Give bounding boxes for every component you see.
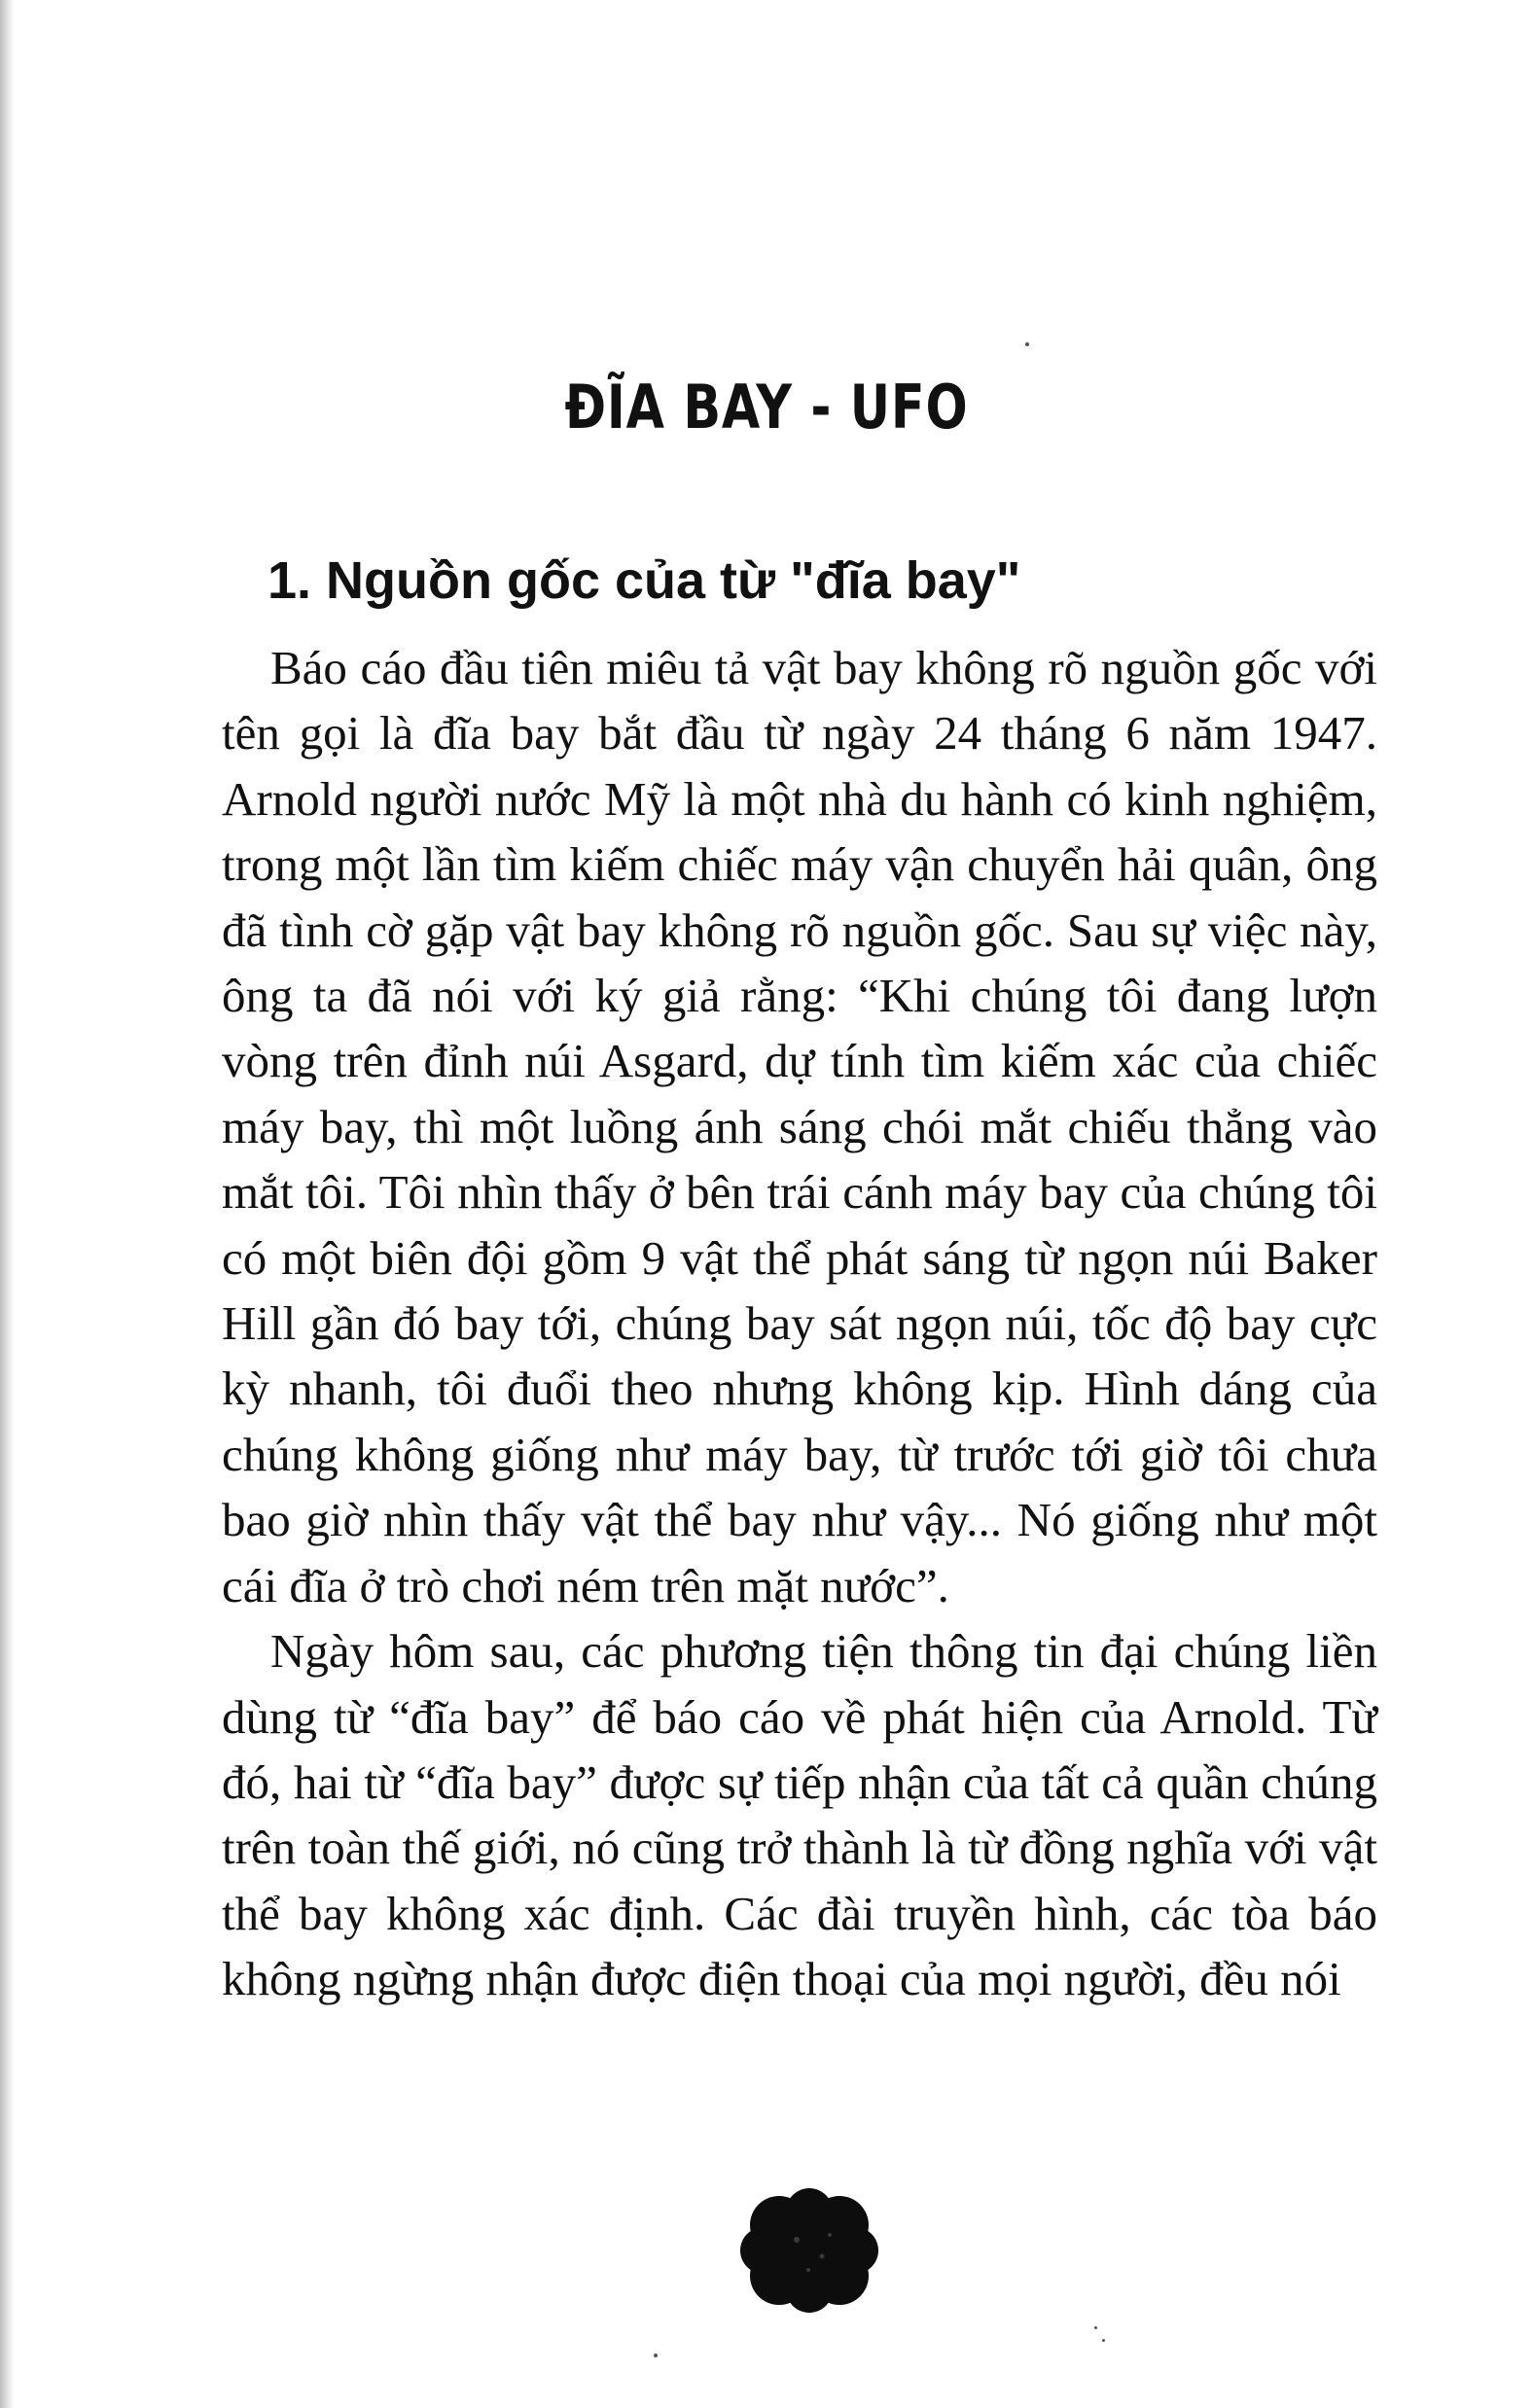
- print-speck: [1025, 342, 1029, 346]
- paragraph: Báo cáo đầu tiên miêu tả vật bay không rõ nguồn gốc với tên gọi là đĩa bay bắt đầu từ ngày 24 tháng 6 năm 1947. Arnold người nước Mỹ là một nhà du hành có kinh nghiệm, trong một lần tìm kiếm chiếc máy vận chuyển hải quân, ông đã tình cờ gặp vật bay không rõ nguồn gốc. Sau sự việc này, ông ta đã nói với ký giả rằng: “Khi chúng tôi đang lượn vòng trên đỉnh núi Asgard, dự tính tìm kiếm xác của chiếc máy bay, thì một luồng ánh sáng chói mắt chiếu thẳng vào mắt tôi. Tôi nhìn thấy ở bên trái cánh máy bay của chúng tôi có một biên đội gồm 9 vật thể phát sáng từ ngọn núi Baker Hill gần đó bay tới, chúng bay sát ngọn núi, tốc độ bay cực kỳ nhanh, tôi đuổi theo nhưng không kịp. Hình dáng của chúng không giống như máy bay, từ trước tới giờ tôi chưa bao giờ nhìn thấy vật thể bay như vậy... Nó giống như một cái đĩa ở trò chơi ném trên mặt nước”.: [222, 641, 1377, 1612]
- flower-ornament-icon: [736, 2186, 882, 2313]
- chapter-title: ĐĨA BAY - UFO: [564, 372, 969, 443]
- print-speck: [1094, 2326, 1097, 2329]
- body-text: [222, 635, 1377, 2012]
- print-speck: [1102, 2339, 1105, 2342]
- paragraph: Ngày hôm sau, các phương tiện thông tin đại chúng liền dùng từ “đĩa bay” để báo cáo về phát hiện của Arnold. Từ đó, hai từ “đĩa bay” được sự tiếp nhận của tất cả quần chúng trên toàn thế giới, nó cũng trở thành là từ đồng nghĩa với vật thể bay không xác định. Các đài truyền hình, các tòa báo không ngừng nhận được điện thoại của mọi người, đều nói: [222, 1624, 1377, 2006]
- print-speck: [654, 2354, 658, 2357]
- page-binding-edge: [0, 0, 14, 2408]
- section-heading: 1. Nguồn gốc của từ "đĩa bay": [267, 551, 1021, 610]
